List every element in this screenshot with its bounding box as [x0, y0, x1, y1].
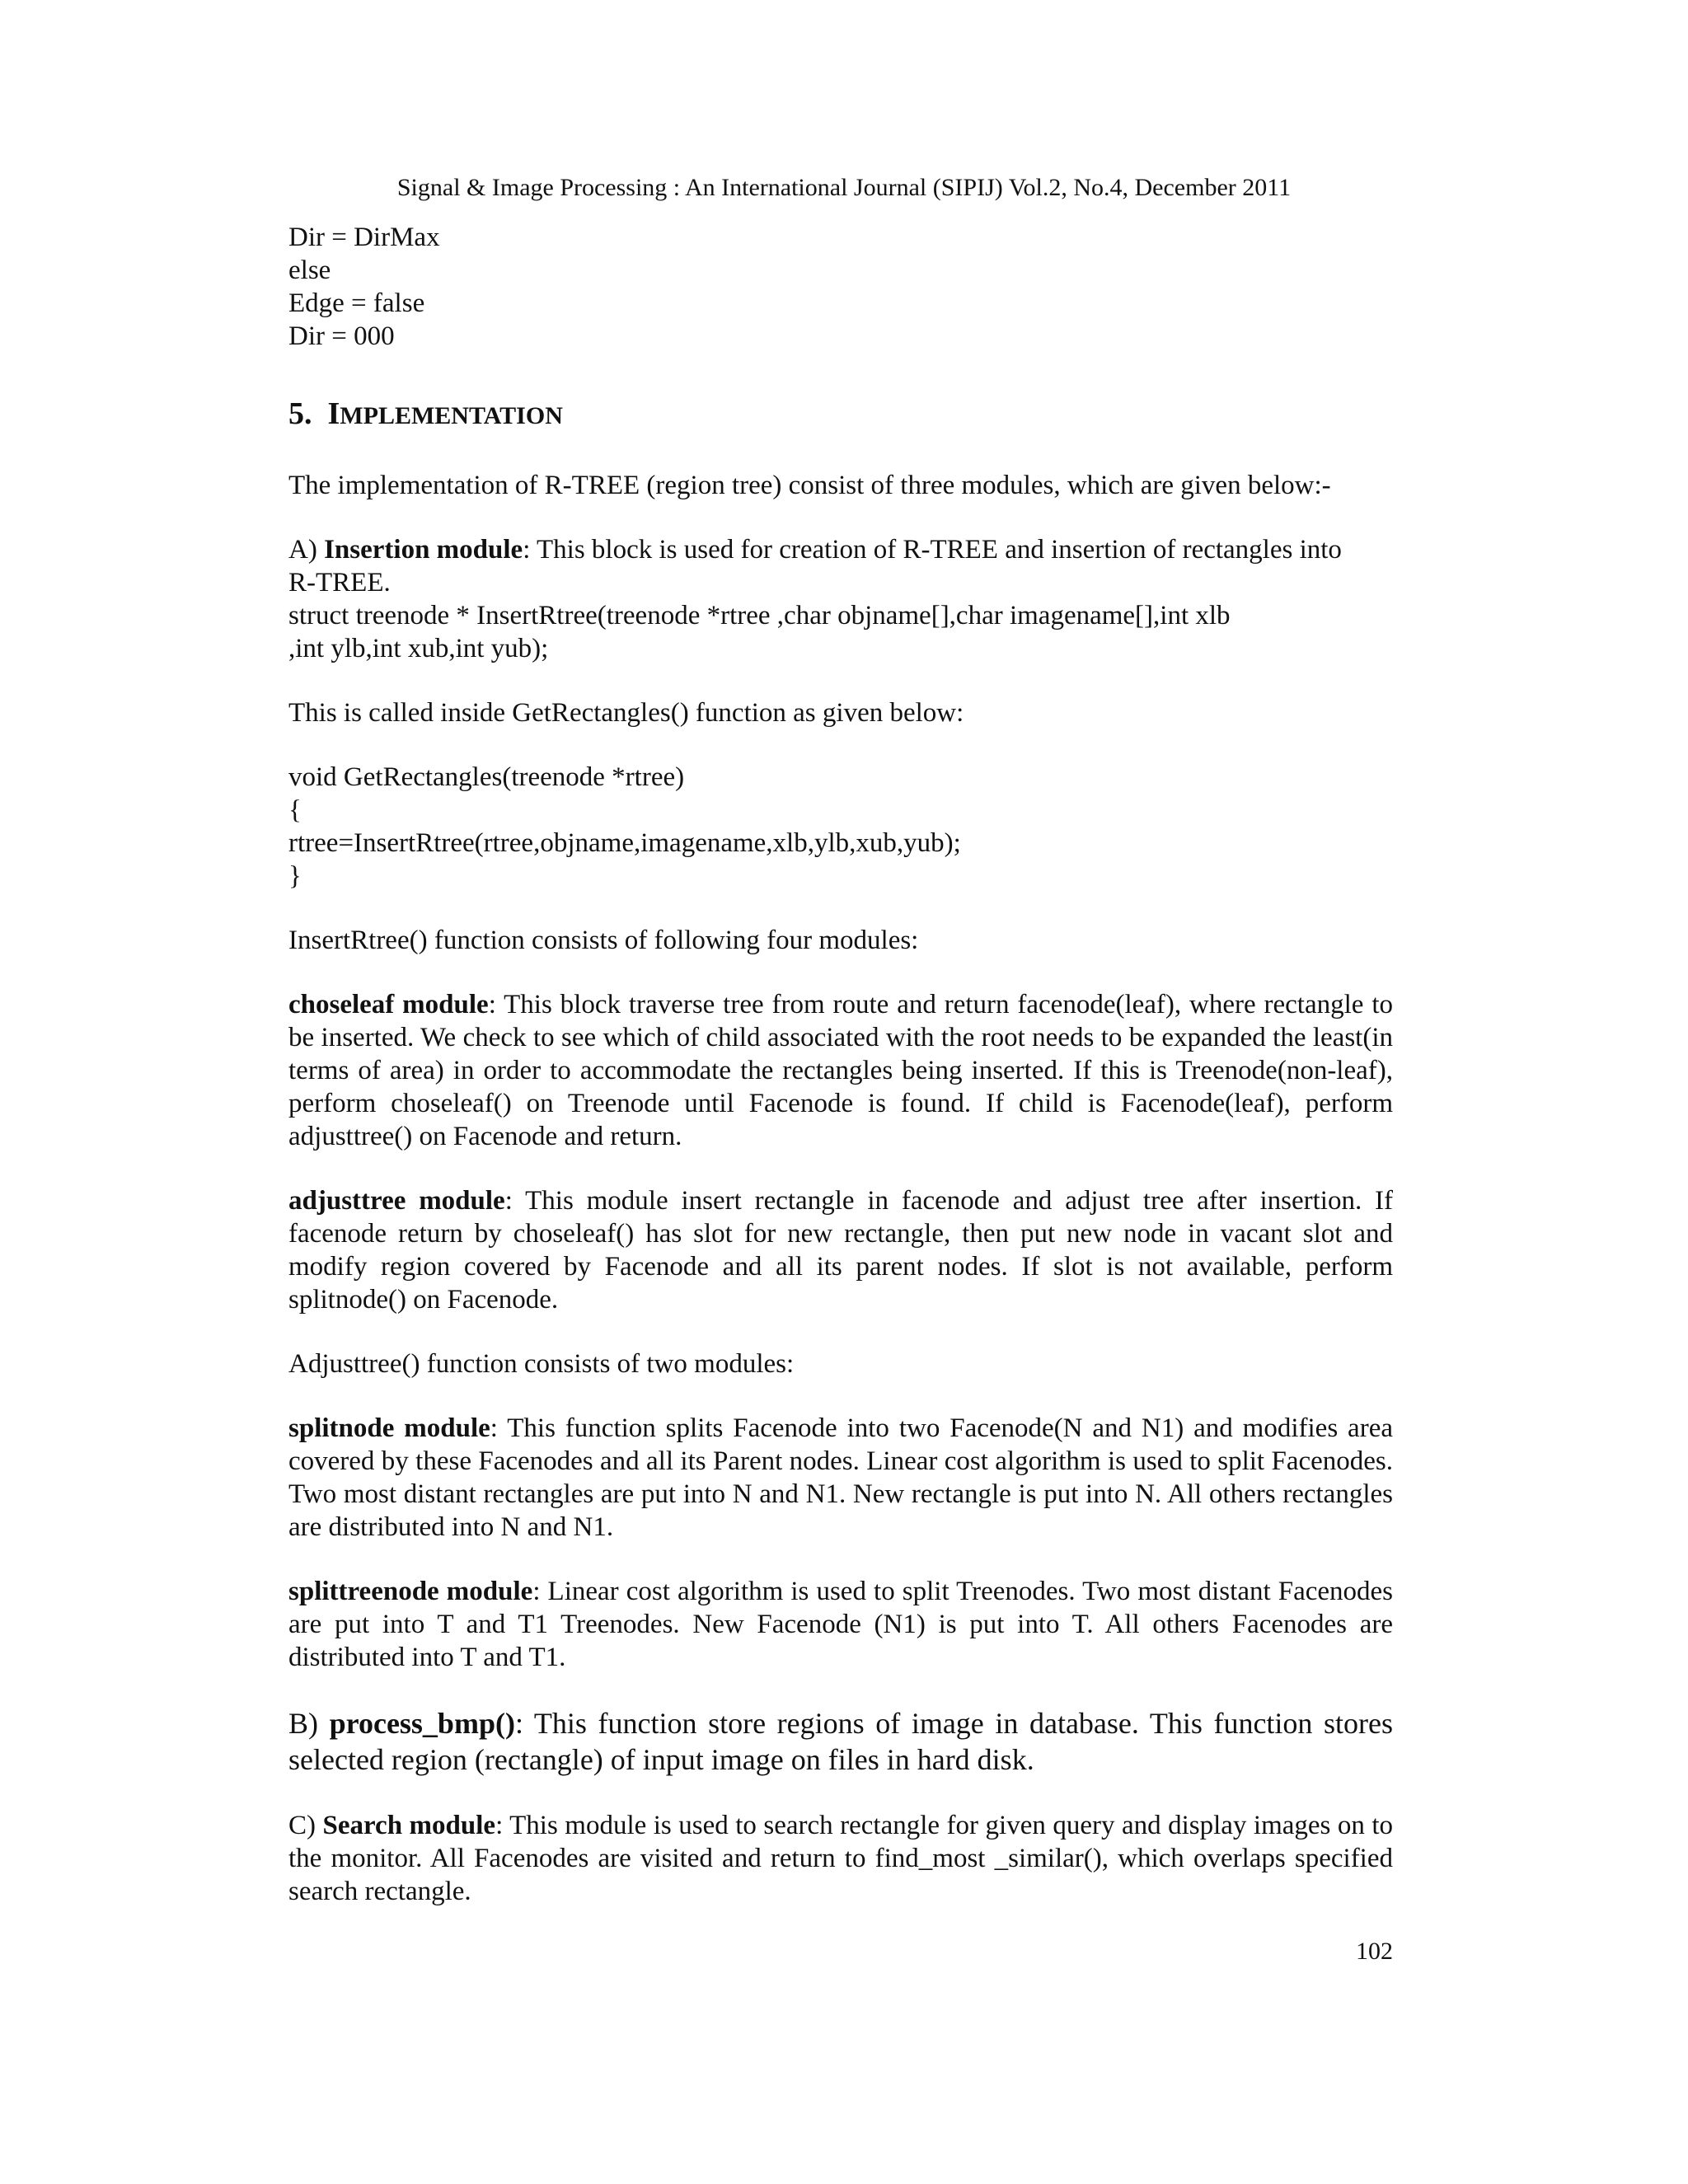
process-bmp-paragraph — [288, 1705, 1393, 1778]
adjusttree-term: adjusttree module — [288, 1186, 505, 1216]
called-inside-paragraph: This is called inside GetRectangles() function as given below: — [288, 698, 964, 728]
code-line: void GetRectangles(treenode *rtree) — [288, 762, 685, 792]
adjusttree-text: : This module insert rectangle in facenode and adjust tree after insertion. If facenode return by choseleaf() has slot for new rectangle, then put new node in vacant slot and modify region covered by Facenode and all its parent nodes. If slot is not available, perform splitnode() on Facenode. — [288, 1186, 1394, 1315]
insertion-text: : This block is used for creation of R-TREE and insertion of rectangles into — [523, 535, 1342, 565]
item-prefix: A) — [288, 535, 325, 565]
process-bmp-text: : This function store regions of image in database. This function stores selected region (rectangle) of input image on files in hard disk. — [288, 1707, 1394, 1776]
code-block — [288, 761, 1393, 893]
running-header: Signal & Image Processing : An International Journal (SIPIJ) Vol.2, No.4, December 2011 — [396, 174, 1292, 201]
adjusttree-paragraph — [288, 1184, 1393, 1316]
adjust-consists-paragraph: Adjusttree() function consists of two modules: — [288, 1349, 795, 1379]
insertion-text-cont: R-TREE. — [288, 568, 391, 598]
page-number: 102 — [1356, 1938, 1393, 1965]
splittreenode-term: splittreenode module — [288, 1577, 533, 1606]
splittreenode-paragraph — [288, 1575, 1393, 1674]
section-heading — [288, 396, 1393, 434]
code-line: Dir = DirMax — [288, 223, 440, 252]
intro-paragraph: The implementation of R-TREE (region tree) consist of three modules, which are given below:- — [288, 471, 1331, 500]
code-line: { — [288, 795, 302, 825]
splitnode-text: : This function splits Facenode into two Facenode(N and N1) and modifies area covered by these Facenodes and all its Parent nodes. Linear cost algorithm is used to split Facenodes. Two most distant rectangles are put into N and N1. New rectangle is put into N. All others rectangles are distributed into N and N1. — [288, 1413, 1393, 1542]
search-term: Search module — [322, 1811, 496, 1840]
insertion-signature-cont: ,int ylb,int xub,int yub); — [288, 634, 549, 663]
body-column — [288, 221, 1393, 1908]
code-line: Edge = false — [288, 288, 425, 318]
code-line: } — [288, 861, 302, 891]
splittreenode-text: : Linear cost algorithm is used to split Treenodes. Two most distant Facenodes are put into T and T1 Treenodes. New Facenode (N1) is put into T. All others Facenodes are distributed into T and T1. — [288, 1577, 1393, 1672]
section-title-rest: MPLEMENTATION — [340, 402, 563, 429]
splitnode-paragraph — [288, 1412, 1393, 1544]
search-paragraph — [288, 1809, 1393, 1908]
section-title-initial: I — [327, 396, 340, 431]
choseleaf-text: : This block traverse tree from route and return facenode(leaf), where rectangle to be inserted. We check to see which of child associated with the root needs to be expanded the least(in terms of area) in order to accommodate the rectangles being inserted. If this is Treenode(non-leaf), perform choseleaf() on Treenode until Facenode is found. If child is Facenode(leaf), perform adjusttree() on Facenode and return. — [288, 990, 1393, 1151]
insertion-paragraph — [288, 533, 1393, 665]
choseleaf-paragraph — [288, 988, 1393, 1153]
code-line: Dir = 000 — [288, 321, 395, 351]
insert-consists-paragraph: InsertRtree() function consists of following four modules: — [288, 926, 919, 955]
splitnode-term: splitnode module — [288, 1413, 490, 1443]
item-prefix: B) — [288, 1707, 330, 1740]
process-bmp-term: process_bmp() — [329, 1707, 515, 1740]
code-line: else — [288, 255, 331, 285]
section-number: 5. — [288, 396, 312, 431]
insertion-term: Insertion module — [324, 535, 523, 565]
code-top — [288, 221, 1393, 353]
code-line: rtree=InsertRtree(rtree,objname,imagename,xlb,ylb,xub,yub); — [288, 828, 961, 858]
insertion-signature: struct treenode * InsertRtree(treenode *rtree ,char objname[],char imagename[],int xlb — [288, 601, 1231, 630]
search-text: : This module is used to search rectangle for given query and display images on to the monitor. All Facenodes are visited and return to find_most _similar(), which overlaps specified search rectangle. — [288, 1811, 1394, 1906]
choseleaf-term: choseleaf module — [288, 990, 489, 1019]
item-prefix: C) — [288, 1811, 323, 1840]
